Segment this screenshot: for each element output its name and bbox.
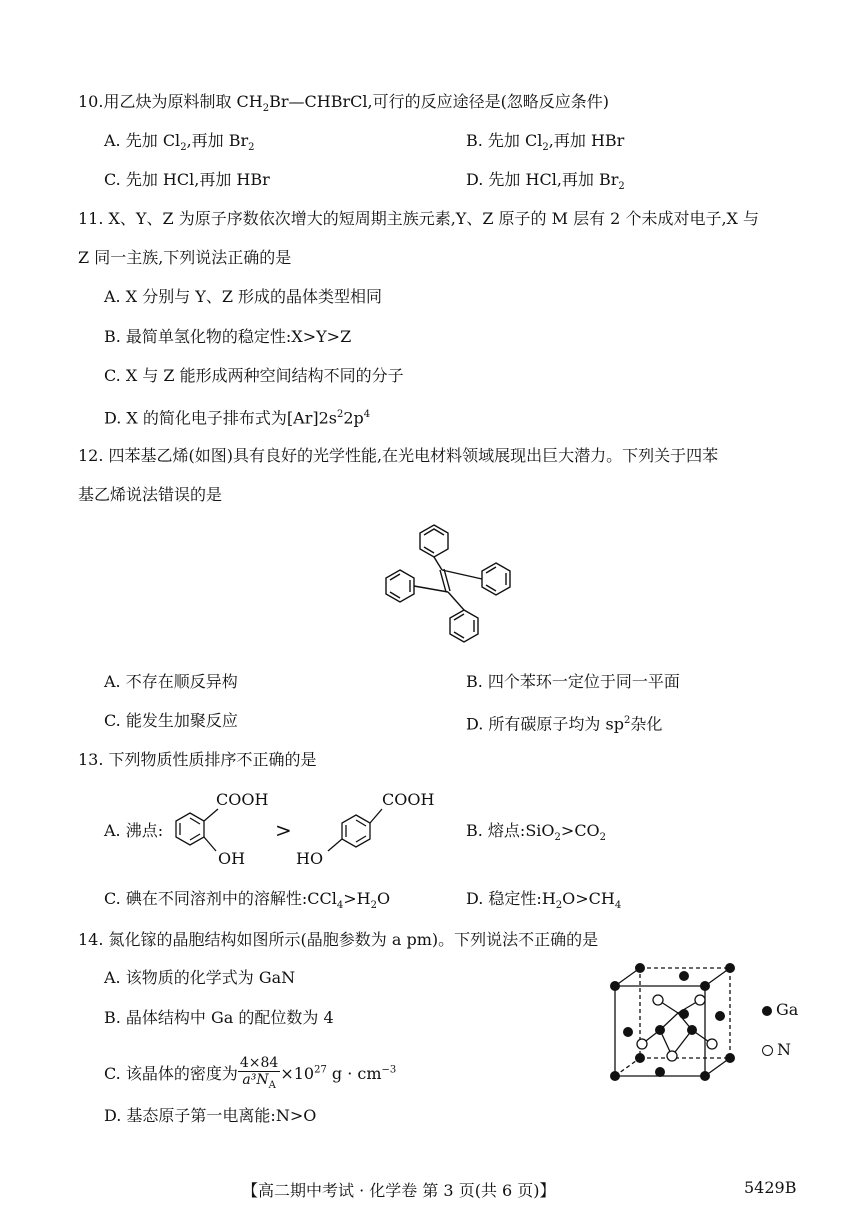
- q13-option-d: D. 稳定性$:H_2O>CH_4$: [466, 889, 622, 912]
- q13-option-b: B. 熔点$:SiO_2>CO_2$: [466, 821, 607, 844]
- tetraphenylethylene-structure: [370, 520, 530, 655]
- density-fraction: $\frac{4\times 84}{a^3N_A}$: [239, 1055, 279, 1091]
- q11-option-c: C. X 与 Z 能形成两种空间结构不同的分子: [104, 366, 404, 385]
- q14-option-d: D. 基态原子第一电离能:N>O: [104, 1106, 317, 1125]
- q10-option-d: D. 先加 HCl,再加 $Br_2$: [466, 170, 625, 193]
- q13-greater-than: >: [275, 818, 292, 842]
- p-hydroxybenzoic-acid-structure: [320, 803, 400, 859]
- q11-option-b: B. 最简单氢化物的稳定性:X>Y>Z: [104, 327, 352, 346]
- q14-option-c: C. 该晶体的密度为 $\frac{4\times 84}{a^3N_A}$ $\times 10^{27}$ $g \cdot cm^{-3}$: [104, 1055, 396, 1094]
- q13-ortho-oh: OH: [218, 849, 246, 868]
- n-open-dot-icon: [762, 1045, 773, 1056]
- q10-option-a: A. 先加 $Cl_2$,再加 $Br_2$: [104, 131, 255, 154]
- q10-option-b: B. 先加 $Cl_2$,再加 HBr: [466, 131, 625, 154]
- page-footer: 【高二期中考试 · 化学卷 第 3 页(共 6 页)】: [242, 1181, 556, 1200]
- q13-ortho-cooh: COOH: [216, 790, 269, 809]
- q12-option-c: C. 能发生加聚反应: [104, 711, 238, 730]
- legend-n: N: [762, 1040, 791, 1060]
- q11-option-a: A. X 分别与 Y、Z 形成的晶体类型相同: [104, 287, 383, 306]
- q10-option-c: C. 先加 HCl,再加 HBr: [104, 170, 270, 189]
- q13-para-cooh: COOH: [382, 790, 435, 809]
- q14-option-b: B. 晶体结构中 Ga 的配位数为 4: [104, 1008, 334, 1027]
- ga-filled-dot-icon: [762, 1006, 772, 1016]
- q12-option-a: A. 不存在顺反异构: [104, 672, 238, 691]
- q12-option-d: D. 所有碳原子均为 $sp^2$杂化: [466, 714, 663, 734]
- q12-stem-line1: 12. 四苯基乙烯(如图)具有良好的光学性能,在光电材料领域展现出巨大潜力。下列关于四苯: [78, 446, 719, 465]
- q14-option-a: A. 该物质的化学式为 GaN: [104, 968, 296, 987]
- gan-unit-cell: [600, 958, 750, 1088]
- q13-para-ho: HO: [296, 849, 324, 868]
- q11-stem-line1: 11. X、Y、Z 为原子序数依次增大的短周期主族元素,Y、Z 原子的 M 层有 2 个未成对电子,X 与: [78, 209, 760, 228]
- q12-option-b: B. 四个苯环一定位于同一平面: [466, 672, 680, 691]
- q13-option-c: C. 碘在不同溶剂中的溶解性$:CCl_4>H_2O$: [104, 889, 391, 912]
- q13-option-a-label: A. 沸点:: [104, 821, 164, 840]
- q13-stem: 13. 下列物质性质排序不正确的是: [78, 750, 317, 769]
- legend-ga: Ga: [762, 1000, 798, 1020]
- q12-stem-line2: 基乙烯说法错误的是: [78, 485, 223, 504]
- q11-stem-line2: Z 同一主族,下列说法正确的是: [78, 248, 292, 267]
- paper-code: 5429B: [744, 1178, 797, 1197]
- q10-stem: 10.用乙炔为原料制取 $CH_2Br—CHBrCl$,可行的反应途径是(忽略反应条件): [78, 92, 610, 115]
- q11-option-d: D. X 的简化电子排布式为$[Ar]2s^22p^4$: [104, 408, 371, 428]
- q14-stem: 14. 氮化镓的晶胞结构如图所示(晶胞参数为 a pm)。下列说法不正确的是: [78, 930, 599, 949]
